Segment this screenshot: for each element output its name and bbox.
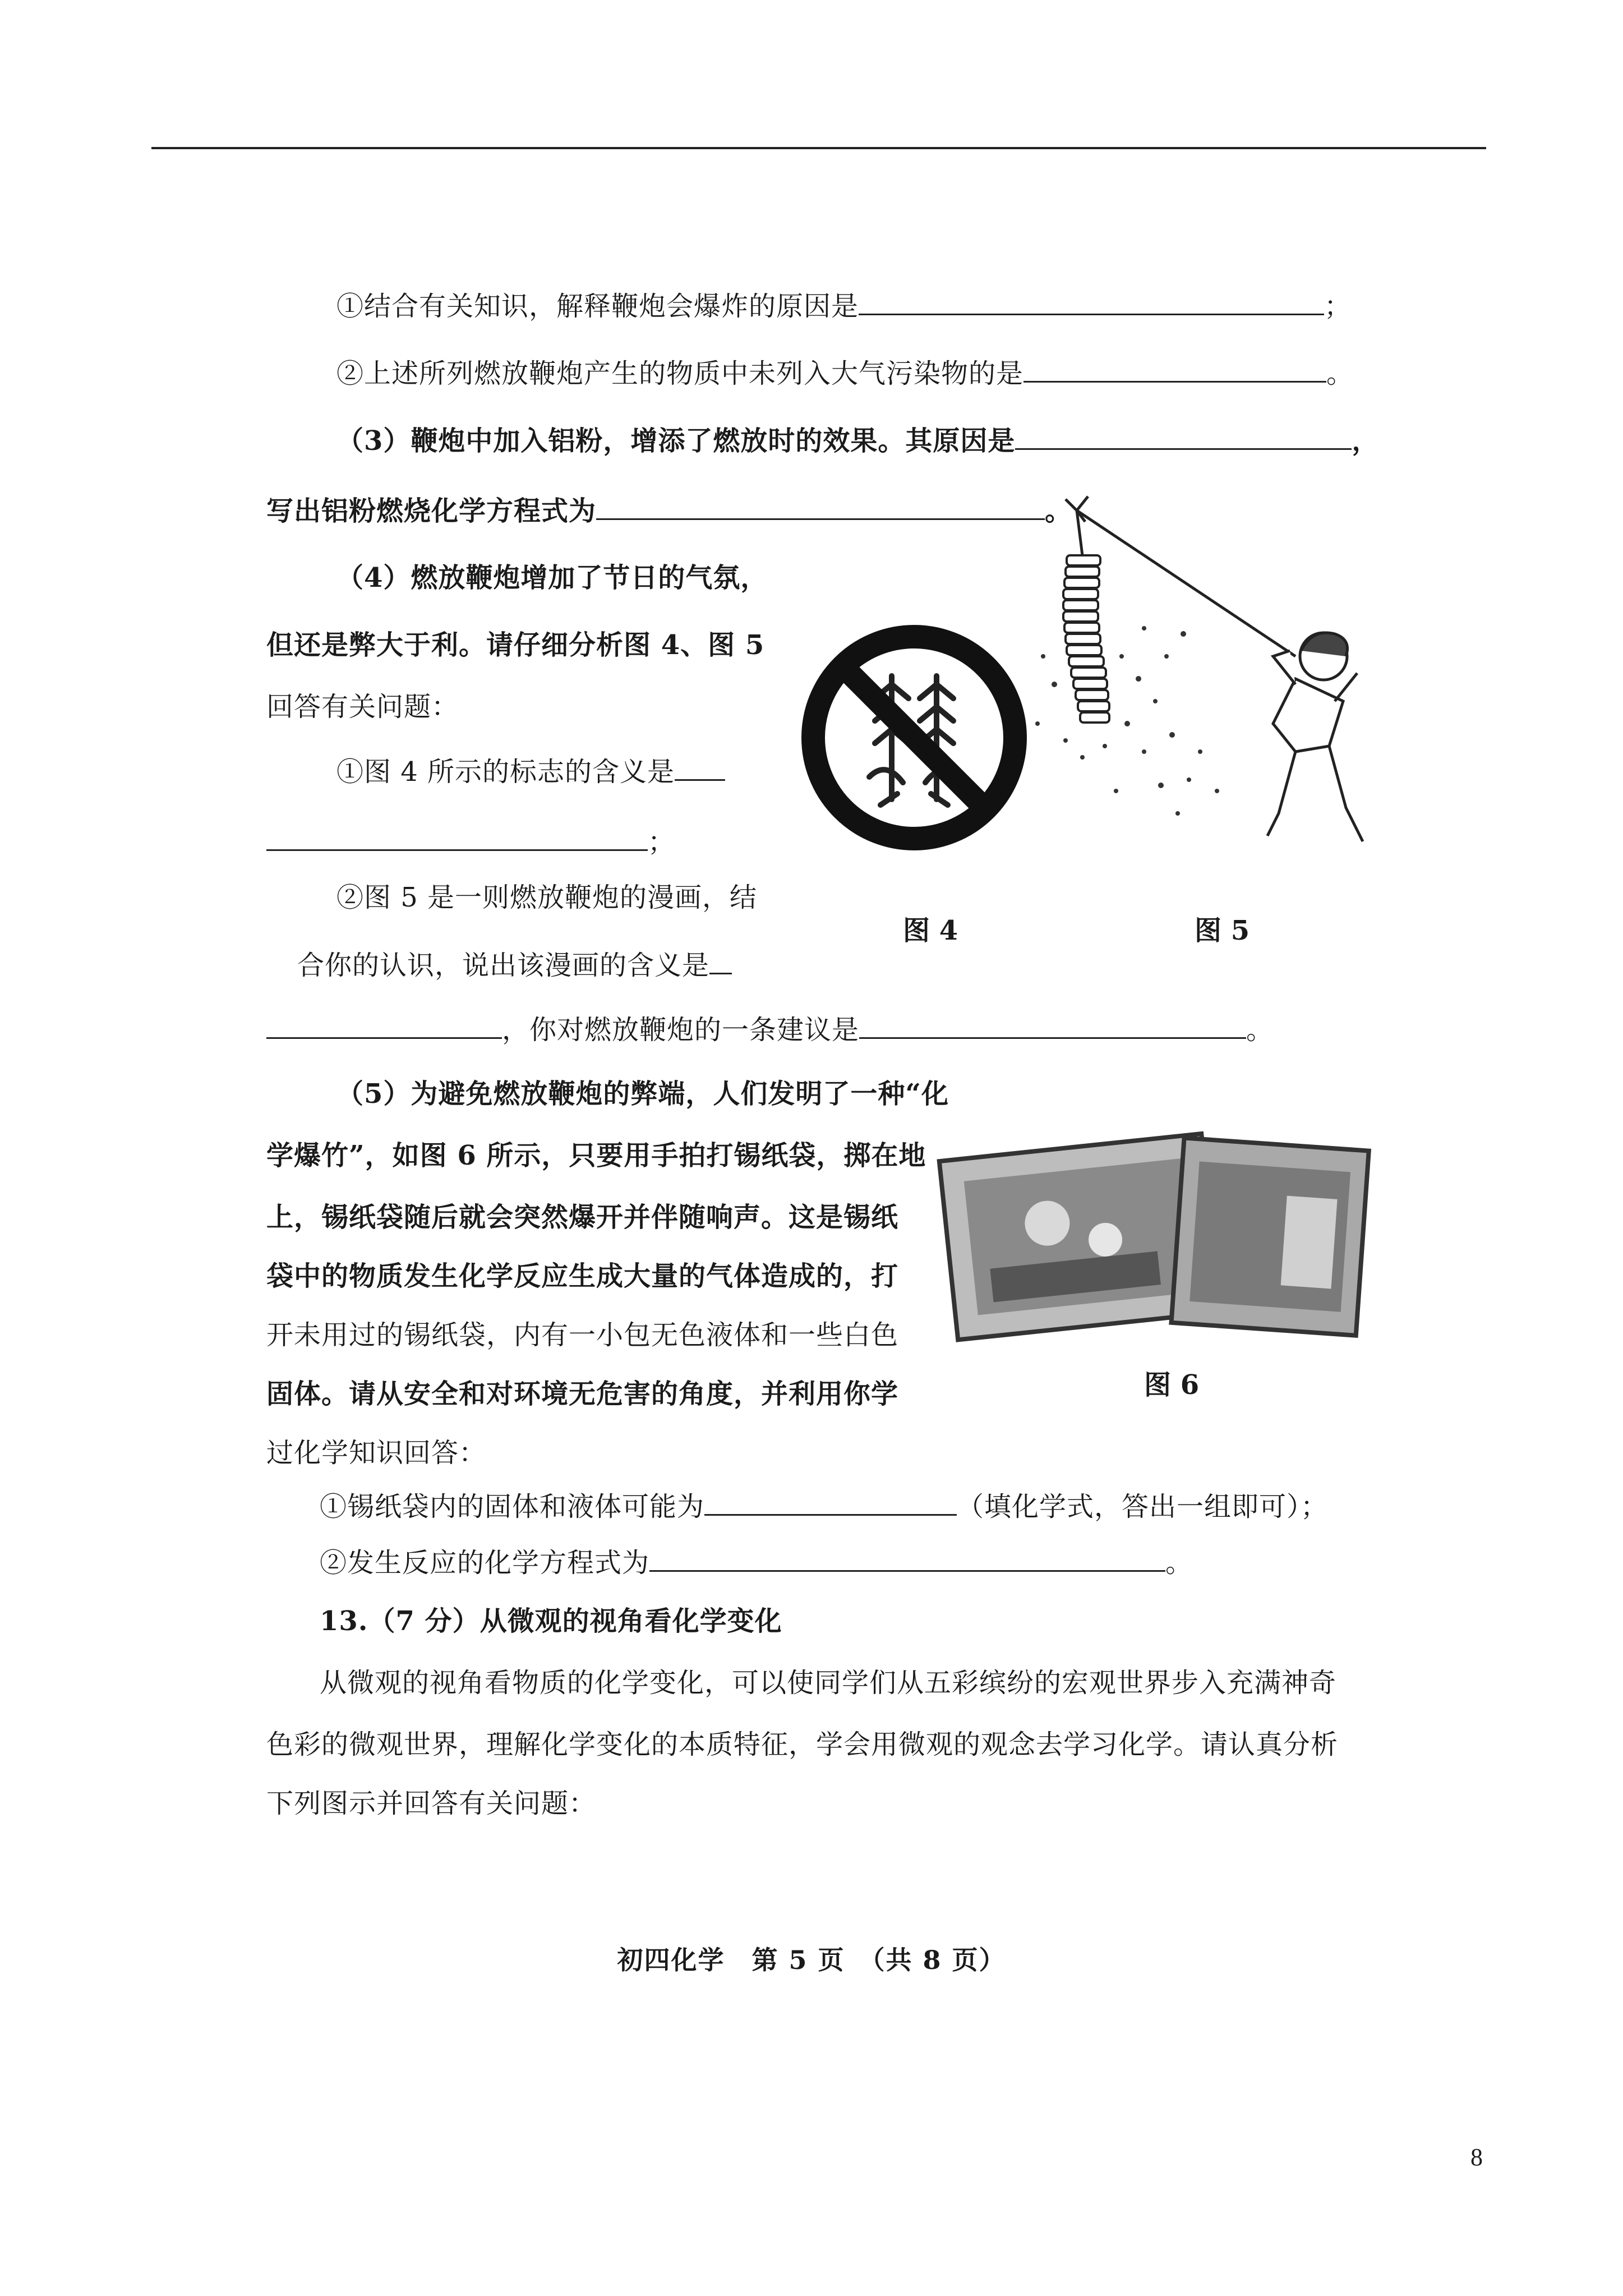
- q3-line2-text: 写出铝粉燃烧化学方程式为: [266, 495, 597, 527]
- q3-line1: [336, 424, 1379, 458]
- punct: ，: [1352, 425, 1380, 457]
- q5-item2-text: ②发生反应的化学方程式为: [320, 1547, 650, 1579]
- answer-blank[interactable]: [1023, 356, 1326, 383]
- q13-title: 13.（7 分）从微观的视角看化学变化: [320, 1605, 782, 1637]
- q5-line7: 过化学知识回答：: [266, 1437, 487, 1469]
- page-number: 8: [1470, 2143, 1483, 2171]
- q4-line2: 但还是弊大于利。请仔细分析图 4、图 5: [266, 629, 765, 661]
- q4-item1: [336, 754, 725, 789]
- fig6-foil-bag-photo: [937, 1122, 1374, 1346]
- punct: 。: [1246, 1014, 1274, 1046]
- fig4-caption: 图 4: [903, 915, 958, 946]
- q4-line3: 回答有关问题：: [266, 691, 459, 723]
- answer-blank[interactable]: [859, 1013, 1246, 1039]
- q5-line2: 学爆竹”，如图 6 所示，只要用手拍打锡纸袋，掷在地: [266, 1140, 926, 1171]
- q2-item2-text: ②上述所列燃放鞭炮产生的物质中未列入大气污染物的是: [336, 358, 1024, 389]
- q3-line1-text: （3）鞭炮中加入铝粉，增添了燃放时的效果。其原因是: [336, 425, 1016, 457]
- answer-blank[interactable]: [266, 1013, 502, 1039]
- q2-item2: [336, 356, 1354, 390]
- page-footer: 初四化学 第 5 页 （共 8 页）: [617, 1945, 1006, 1975]
- punct: ；: [648, 826, 676, 858]
- punct: 。: [1326, 358, 1354, 389]
- q4-item2b: [297, 948, 732, 982]
- punct: 。: [1165, 1547, 1193, 1579]
- q4-item2b-text: 合你的认识，说出该漫画的含义是: [297, 950, 710, 981]
- fig5-firecracker-cartoon: [1032, 488, 1368, 858]
- q2-item1-text: ①结合有关知识，解释鞭炮会爆炸的原因是: [336, 291, 859, 322]
- q5-line5: 开未用过的锡纸袋，内有一小包无色液体和一些白色: [266, 1319, 899, 1351]
- answer-blank[interactable]: [675, 754, 725, 781]
- q2-item1: [336, 289, 1352, 323]
- q13-para3: 下列图示并回答有关问题：: [266, 1788, 597, 1819]
- answer-blank[interactable]: [709, 948, 732, 974]
- punct: ；: [1324, 291, 1352, 322]
- q5-line3: 上，锡纸袋随后就会突然爆开并伴随响声。这是锡纸: [266, 1202, 899, 1233]
- answer-blank[interactable]: [596, 494, 1045, 520]
- header-rule: [151, 147, 1486, 149]
- q4-item2a: ②图 5 是一则燃放鞭炮的漫画，结: [336, 882, 758, 913]
- q5-item1: [320, 1489, 1328, 1524]
- q5-item1-text: ①锡纸袋内的固体和液体可能为: [320, 1491, 705, 1522]
- answer-blank[interactable]: [859, 289, 1324, 315]
- fig6-caption: 图 6: [1144, 1369, 1200, 1401]
- q4-item1-cont: [266, 825, 675, 859]
- q5-line4: 袋中的物质发生化学反应生成大量的气体造成的，打: [266, 1260, 899, 1292]
- q4-item2c-text: ，你对燃放鞭炮的一条建议是: [502, 1014, 860, 1046]
- q3-line2: [266, 494, 1072, 528]
- q4-item2c: [266, 1013, 1274, 1047]
- punct: 。: [1045, 495, 1073, 527]
- q4-item1-text: ①图 4 所示的标志的含义是: [336, 756, 675, 788]
- q13-para1: 从微观的视角看物质的化学变化，可以使同学们从五彩缤纷的宏观世界步入充满神奇: [320, 1667, 1337, 1699]
- q13-para2: 色彩的微观世界，理解化学变化的本质特征，学会用微观的观念去学习化学。请认真分析: [266, 1729, 1339, 1760]
- q4-line1: （4）燃放鞭炮增加了节日的气氛，: [336, 562, 768, 593]
- answer-blank[interactable]: [266, 825, 648, 851]
- fig5-caption: 图 5: [1195, 915, 1250, 946]
- fig4-no-firecrackers-sign: [791, 614, 1038, 861]
- answer-blank[interactable]: [649, 1545, 1165, 1572]
- q5-item2: [320, 1545, 1193, 1580]
- q5-item1-note: （填化学式，答出一组即可）；: [957, 1491, 1329, 1522]
- answer-blank[interactable]: [704, 1489, 957, 1516]
- answer-blank[interactable]: [1015, 424, 1352, 450]
- q5-line6: 固体。请从安全和对环境无危害的角度，并利用你学: [266, 1378, 899, 1410]
- q5-line1: （5）为避免燃放鞭炮的弊端，人们发明了一种“化: [336, 1078, 949, 1110]
